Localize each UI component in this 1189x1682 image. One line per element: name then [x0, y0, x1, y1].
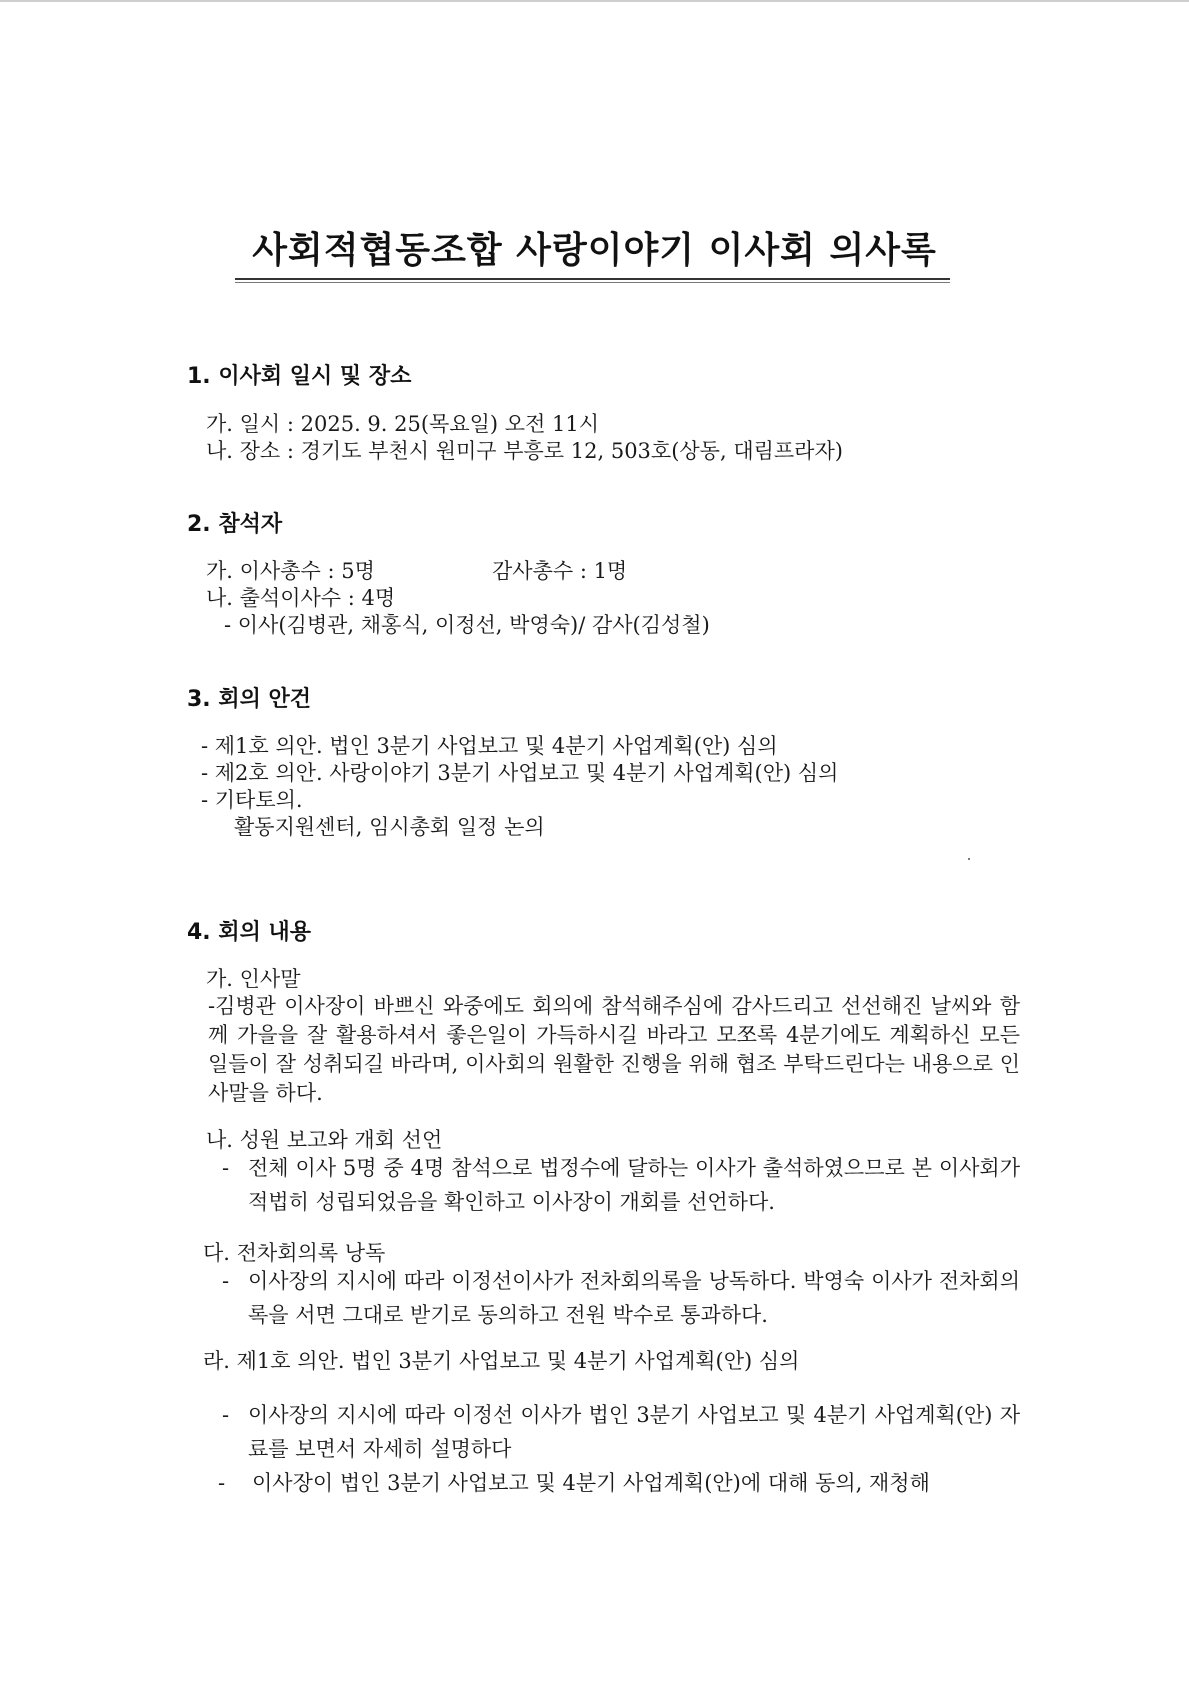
attendee-names: - 이사(김병관, 채홍식, 이정선, 박영숙)/ 감사(김성철): [224, 613, 710, 637]
minutes-reading-body: 이사장의 지시에 따라 이정선이사가 전차회의록을 낭독하다. 박영숙 이사가 전차회의록을 서면 그대로 받기로 동의하고 전원 박수로 통과하다.: [248, 1269, 1020, 1327]
dash-mark: -: [222, 1156, 230, 1180]
agenda-1-review-body-2: 이사장이 법인 3분기 사업보고 및 4분기 사업계획(안)에 대해 동의, 재청해: [252, 1471, 930, 1495]
agenda-1-review-item-1: [222, 1398, 1020, 1466]
agenda-item-2: - 제2호 의안. 사랑이야기 3분기 사업보고 및 4분기 사업계획(안) 심의: [201, 761, 839, 785]
meeting-place: 나. 장소 : 경기도 부천시 원미구 부흥로 12, 503호(상동, 대림프라자): [206, 439, 843, 463]
minutes-reading-item: [222, 1264, 1020, 1332]
total-directors: 가. 이사총수 : 5명: [206, 559, 375, 583]
scan-top-edge: [0, 0, 1189, 2]
agenda-1-review-title: 라. 제1호 의안. 법인 3분기 사업보고 및 4분기 사업계획(안) 심의: [203, 1349, 800, 1373]
meeting-date: 가. 일시 : 2025. 9. 25(목요일) 오전 11시: [206, 412, 600, 436]
greeting-body: -김병관 이사장이 바쁘신 와중에도 회의에 참석해주심에 감사드리고 선선해진 날씨와 함께 가을을 잘 활용하셔서 좋은일이 가득하시길 바라고 모쪼록 4분기에도 계획하신 모든 일들이 잘 성취되길 바라며, 이사회의 원활한 진행을 위해 협조 부탁드린다는 내용으로 인사말을 하다.: [208, 994, 1020, 1105]
document-title: 사회적협동조합 사랑이야기 이사회 의사록: [252, 230, 937, 271]
minutes-reading-title: 다. 전차회의록 낭독: [203, 1241, 386, 1265]
section-4-heading: 4. 회의 내용: [187, 920, 311, 945]
agenda-1-review-item-2: [218, 1466, 1020, 1500]
quorum-title: 나. 성원 보고와 개회 선언: [206, 1128, 443, 1152]
total-auditors: 감사총수 : 1명: [492, 559, 628, 583]
section-1-heading: 1. 이사회 일시 및 장소: [187, 364, 412, 389]
agenda-item-1: - 제1호 의안. 법인 3분기 사업보고 및 4분기 사업계획(안) 심의: [201, 734, 778, 758]
agenda-1-review-body-1: 이사장의 지시에 따라 이정선 이사가 법인 3분기 사업보고 및 4분기 사업계획(안) 자료를 보면서 자세히 설명하다: [248, 1403, 1020, 1461]
title-underline: [235, 278, 950, 283]
quorum-item: [222, 1151, 1020, 1219]
quorum-body: 전체 이사 5명 중 4명 참석으로 법정수에 달하는 이사가 출석하였으므로 본 이사회가 적법히 성립되었음을 확인하고 이사장이 개회를 선언하다.: [248, 1156, 1020, 1214]
greeting-title: 가. 인사말: [206, 967, 301, 991]
scan-speck: [968, 858, 970, 860]
attending-directors: 나. 출석이사수 : 4명: [206, 586, 396, 610]
dash-mark: -: [218, 1471, 226, 1495]
agenda-item-3: - 기타토의.: [201, 788, 303, 812]
agenda-item-3-detail: 활동지원센터, 임시총회 일정 논의: [234, 815, 545, 839]
dash-mark: -: [222, 1269, 230, 1293]
section-2-heading: 2. 참석자: [187, 512, 283, 537]
section-3-heading: 3. 회의 안건: [187, 687, 311, 712]
dash-mark: -: [222, 1403, 230, 1427]
